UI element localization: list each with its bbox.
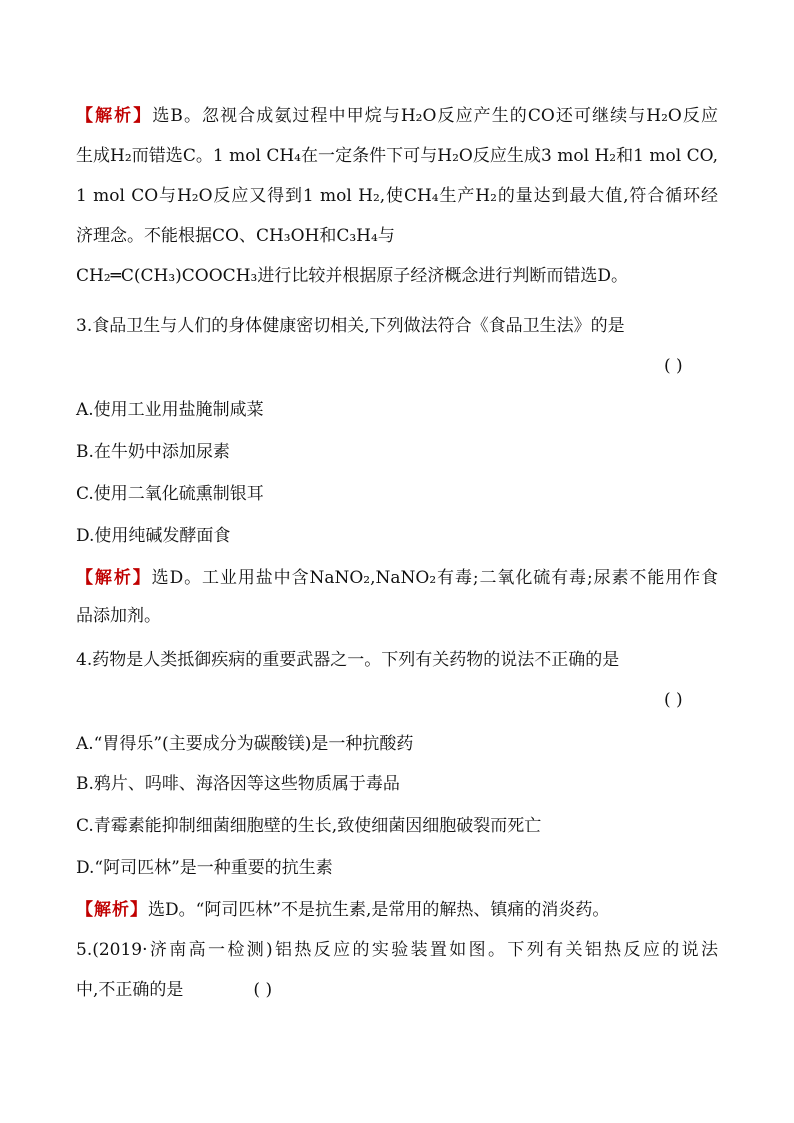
analysis-tag: 【解析】 (76, 900, 148, 920)
analysis-text: 选B。忽视合成氨过程中甲烷与H₂O反应产生的CO还可继续与H₂O反应 (152, 106, 719, 126)
question-3-answer-blank: ( ) (664, 356, 683, 376)
analysis-tag: 【解析】 (76, 106, 153, 126)
question-4-option-d: D.“阿司匹林”是一种重要的抗生素 (76, 858, 333, 878)
question-5-stem-line-2 (76, 978, 718, 1002)
analysis-line-3: 1 mol CO与H₂O反应又得到1 mol H₂,使CH₄生产H₂的量达到最大值,符合循环经 (76, 186, 718, 206)
analysis-line-4: 济理念。不能根据CO、CH₃OH和C₃H₄与 (76, 226, 395, 246)
question-4-option-a: A.“胃得乐”(主要成分为碳酸镁)是一种抗酸药 (76, 734, 414, 754)
question-3-stem: 3.食品卫生与人们的身体健康密切相关,下列做法符合《食品卫生法》的是 (76, 316, 625, 336)
analysis-text: 选D。工业用盐中含NaNO₂,NaNO₂有毒;二氧化硫有毒;尿素不能用作食 (151, 568, 719, 588)
question-4-option-b: B.鸦片、吗啡、海洛因等这些物质属于毒品 (76, 774, 400, 794)
question-3-option-d: D.使用纯碱发酵面食 (76, 526, 231, 546)
analysis-line-5: CH₂═C(CH₃)COOCH₃进行比较并根据原子经济概念进行判断而错选D。 (76, 266, 628, 286)
question-5-stem-text: 中,不正确的是 (76, 980, 184, 1000)
question-5-answer-blank: ( ) (253, 980, 273, 1000)
question-4-analysis-line-1 (76, 898, 718, 922)
question-3-analysis-line-1 (76, 566, 718, 590)
analysis-tag: 【解析】 (76, 568, 152, 588)
analysis-line-1 (76, 104, 718, 128)
question-4-option-c: C.青霉素能抑制细菌细胞壁的生长,致使细菌因细胞破裂而死亡 (76, 816, 542, 836)
question-5-stem-line-1: 5.(2019·济南高一检测)铝热反应的实验装置如图。下列有关铝热反应的说法 (76, 940, 718, 960)
question-4-answer-blank: ( ) (664, 690, 683, 710)
question-3-option-b: B.在牛奶中添加尿素 (76, 442, 230, 462)
question-3-analysis-line-2: 品添加剂。 (76, 606, 161, 626)
analysis-text: 选D。“阿司匹林”不是抗生素,是常用的解热、镇痛的消炎药。 (148, 900, 610, 920)
analysis-line-2: 生成H₂而错选C。1 mol CH₄在一定条件下可与H₂O反应生成3 mol H₂和1 mol CO, (76, 146, 718, 166)
question-3-option-a: A.使用工业用盐腌制咸菜 (76, 400, 264, 420)
question-4-stem: 4.药物是人类抵御疾病的重要武器之一。下列有关药物的说法不正确的是 (76, 650, 620, 670)
question-3-option-c: C.使用二氧化硫熏制银耳 (76, 484, 264, 504)
